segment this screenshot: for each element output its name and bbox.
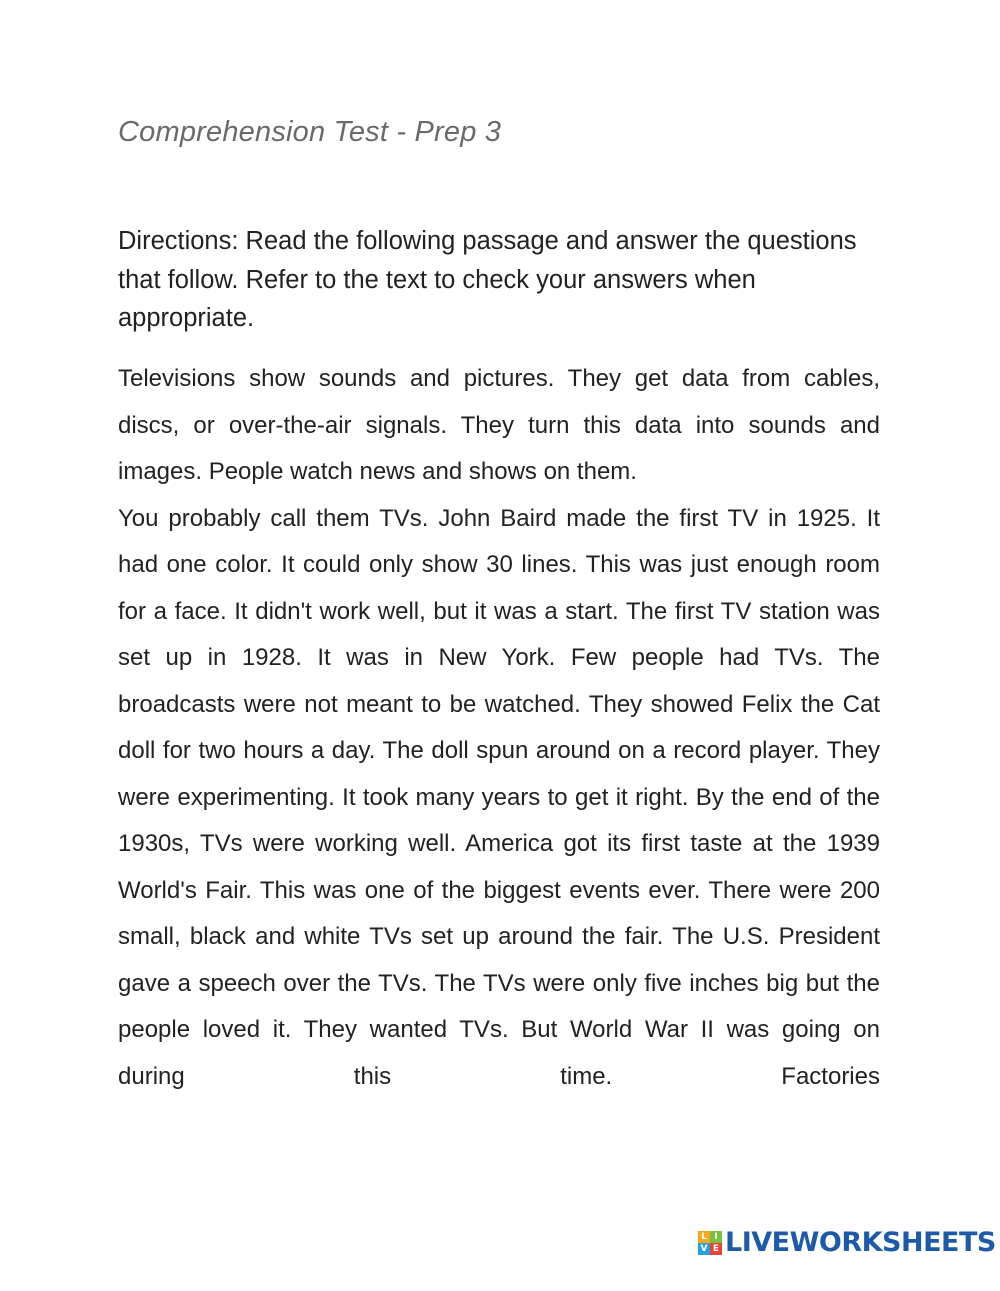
- page-title: Comprehension Test - Prep 3: [118, 116, 502, 148]
- passage-paragraph-1: Televisions show sounds and pictures. They get data from cables, discs, or over-the-air signals. They turn this data into sounds and images. People watch news and shows on them.: [118, 365, 880, 485]
- liveworksheets-logo-icon: [698, 1231, 722, 1255]
- logo-letter-l: L: [698, 1231, 710, 1243]
- passage-paragraph-2: You probably call them TVs. John Baird made the first TV in 1925. It had one color. It could only show 30 lines. This was just enough room for a face. It didn't work well, but it was a start. The first TV station was set up in 1928. It was in New York. Few people had TVs. The broadcasts were not meant to be watched. They showed Felix the Cat doll for two hours a day. The doll spun around on a record player. They were experimenting. It took many years to get it right. By the end of the 1930s, TVs were working well. America got its first taste at the 1939 World's Fair. This was one of the biggest events ever. There were 200 small, black and white TVs set up around the fair. The U.S. President gave a speech over the TVs. The TVs were only five inches big but the people loved it. They wanted TVs. But World War II was going on during this time. Factories: [118, 504, 880, 1090]
- logo-letter-i: I: [710, 1231, 722, 1243]
- liveworksheets-logo-text: LIVEWORKSHEETS: [725, 1227, 996, 1258]
- logo-letter-e: E: [710, 1243, 722, 1255]
- directions-text: Directions: Read the following passage and answer the questions that follow. Refer to the text to check your answers when appropriate.: [118, 227, 857, 332]
- reading-passage: [118, 356, 880, 1100]
- liveworksheets-logo: [698, 1228, 996, 1258]
- logo-letter-v: V: [698, 1243, 710, 1255]
